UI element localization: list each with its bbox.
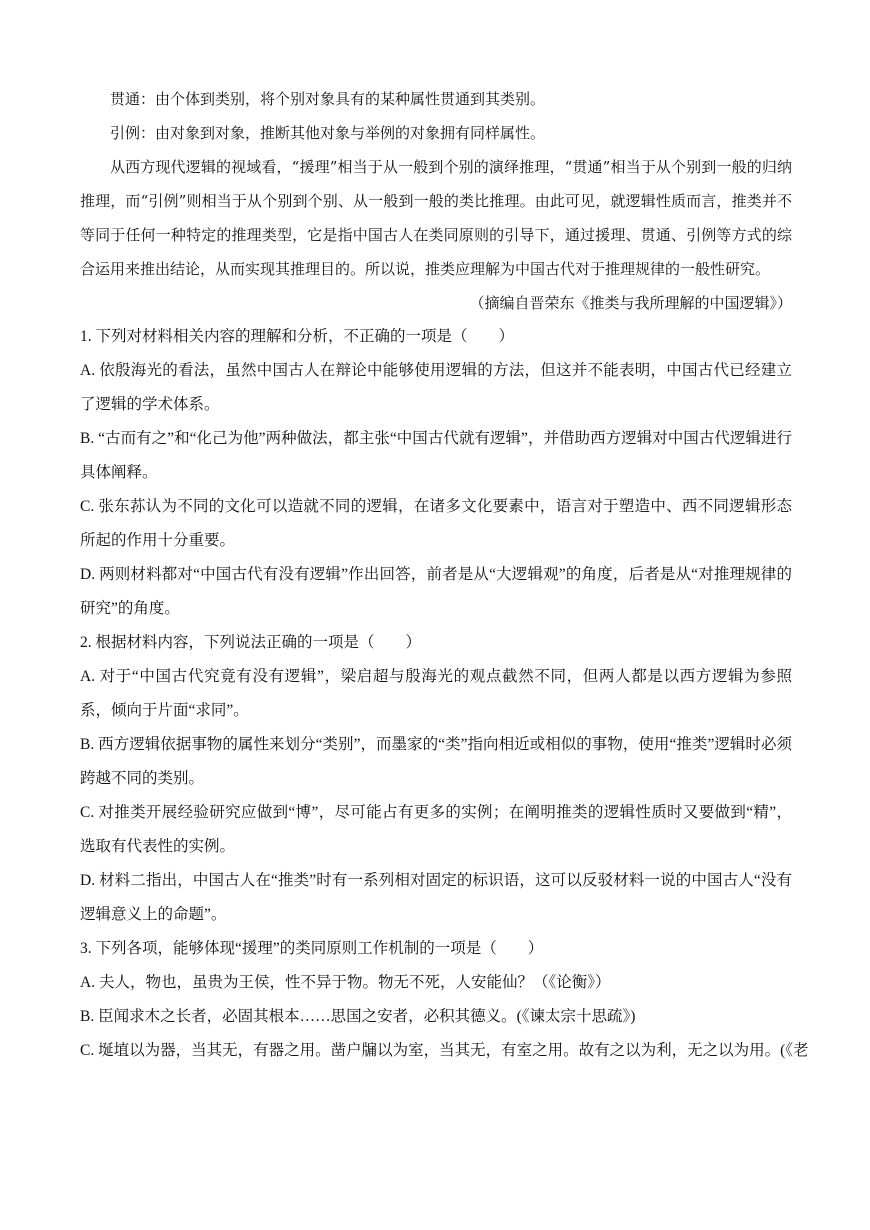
question-2-option-b: B. 西方逻辑依据事物的属性来划分“类别”，而墨家的“类”指向相近或相似的事物，使用“推类”逻辑时必须跨越不同的类别。 [80,736,792,787]
question-2-option-c: C. 对推类开展经验研究应做到“博”，尽可能占有更多的实例；在阐明推类的逻辑性质时又要做到“精”，选取有代表性的实例。 [80,804,792,855]
question-2-option-d: D. 材料二指出，中国古人在“推类”时有一系列相对固定的标识语，这可以反驳材料一说的中国古人“没有逻辑意义上的命题”。 [80,872,792,923]
question-1-option-b: B. “古而有之”和“化己为他”两种做法，都主张“中国古代就有逻辑”，并借助西方逻辑对中国古代逻辑进行具体阐释。 [80,430,792,481]
question-2-option-a: A. 对于“中国古代究竟有没有逻辑”，梁启超与殷海光的观点截然不同，但两人都是以西方逻辑为参照系，倾向于片面“求同”。 [80,668,792,719]
passage-guantong: 贯通：由个体到类别，将个别对象具有的某种属性贯通到其类别。 [110,90,546,108]
question-3-stem: 3. 下列各项，能够体现“援理”的类同原则工作机制的一项是（ ） [80,940,544,957]
passage-yinli: 引例：由对象到对象，推断其他对象与举例的对象拥有同样属性。 [110,124,546,142]
question-3-option-a: A. 夫人，物也，虽贵为王侯，性不异于物。物无不死，人安能仙？（《论衡》） [80,974,611,991]
document-content [80,82,809,1068]
passage-source: （摘编自晋荣东《推类与我所理解的中国逻辑》） [469,294,792,312]
question-1-stem: 1. 下列对材料相关内容的理解和分析，不正确的一项是（ ） [80,328,515,345]
question-1-option-c: C. 张东荪认为不同的文化可以造就不同的逻辑，在诸多文化要素中，语言对于塑造中、西不同逻辑形态所起的作用十分重要。 [80,498,792,549]
question-3-option-b: B. 臣闻求木之长者，必固其根本……思国之安者，必积其德义。(《谏太宗十思疏》) [80,1008,636,1025]
passage-paragraph: 从西方现代逻辑的视域看，“援理”相当于从一般到个别的演绎推理，“贯通”相当于从个别到一般的归纳推理，而“引例”则相当于从个别到个别、从一般到一般的类比推理。由此可见，就逻辑性质而言，推类并不等同于任何一种特定的推理类型，它是指中国古人在类同原则的引导下，通过援理、贯通、引例等方式的综合运用来推出结论，从而实现其推理目的。所以说，推类应理解为中国古代对于推理规律的一般性研究。 [80,158,792,278]
question-1-option-d: D. 两则材料都对“中国古代有没有逻辑”作出回答，前者是从“大逻辑观”的角度，后者是从“对推理规律的研究”的角度。 [80,566,792,617]
question-1-option-a: A. 依殷海光的看法，虽然中国古人在辩论中能够使用逻辑的方法，但这并不能表明，中国古代已经建立了逻辑的学术体系。 [80,362,792,413]
question-2-stem: 2. 根据材料内容，下列说法正确的一项是（ ） [80,634,422,651]
question-3-option-c: C. 埏埴以为器，当其无，有器之用。凿户牖以为室，当其无，有室之用。故有之以为利，无之以为用。(《老 [80,1042,809,1059]
